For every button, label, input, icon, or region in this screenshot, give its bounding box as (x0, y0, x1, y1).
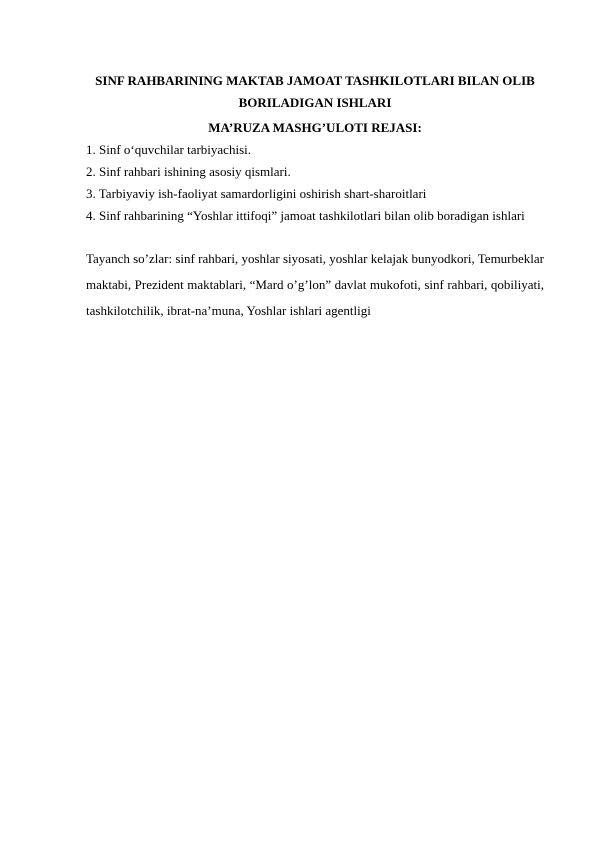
lecture-plan-heading: MA’RUZA MASHG’ULOTI REJASI: (208, 120, 422, 135)
document-content (86, 70, 544, 324)
keywords-paragraph: Tayanch so’zlar: sinf rahbari, yoshlar siyosati, yoshlar kelajak bunyodkori, Temurbeklar maktabi, Prezident maktablari, “Mard o’g’lon” davlat mukofoti, sinf rahbari, qobiliyati, tashkilotchilik, ibrat-na’muna, Yoshlar ishlari agentligi (86, 251, 544, 318)
plan-item-1: 1. Sinf o‘quvchilar tarbiyachisi. (86, 142, 251, 157)
plan-item-4: 4. Sinf rahbarining “Yoshlar ittifoqi” jamoat tashkilotlari bilan olib boradigan ishlari (86, 208, 525, 223)
document-title: SINF RAHBARINING MAKTAB JAMOAT TASHKILOTLARI BILAN OLIB BORILADIGAN ISHLARI (95, 73, 535, 110)
lecture-plan-list (86, 139, 544, 226)
plan-item-3: 3. Tarbiyaviy ish-faoliyat samardorligini oshirish shart-sharoitlari (86, 186, 427, 201)
plan-item-2: 2. Sinf rahbari ishining asosiy qismlari. (86, 164, 291, 179)
